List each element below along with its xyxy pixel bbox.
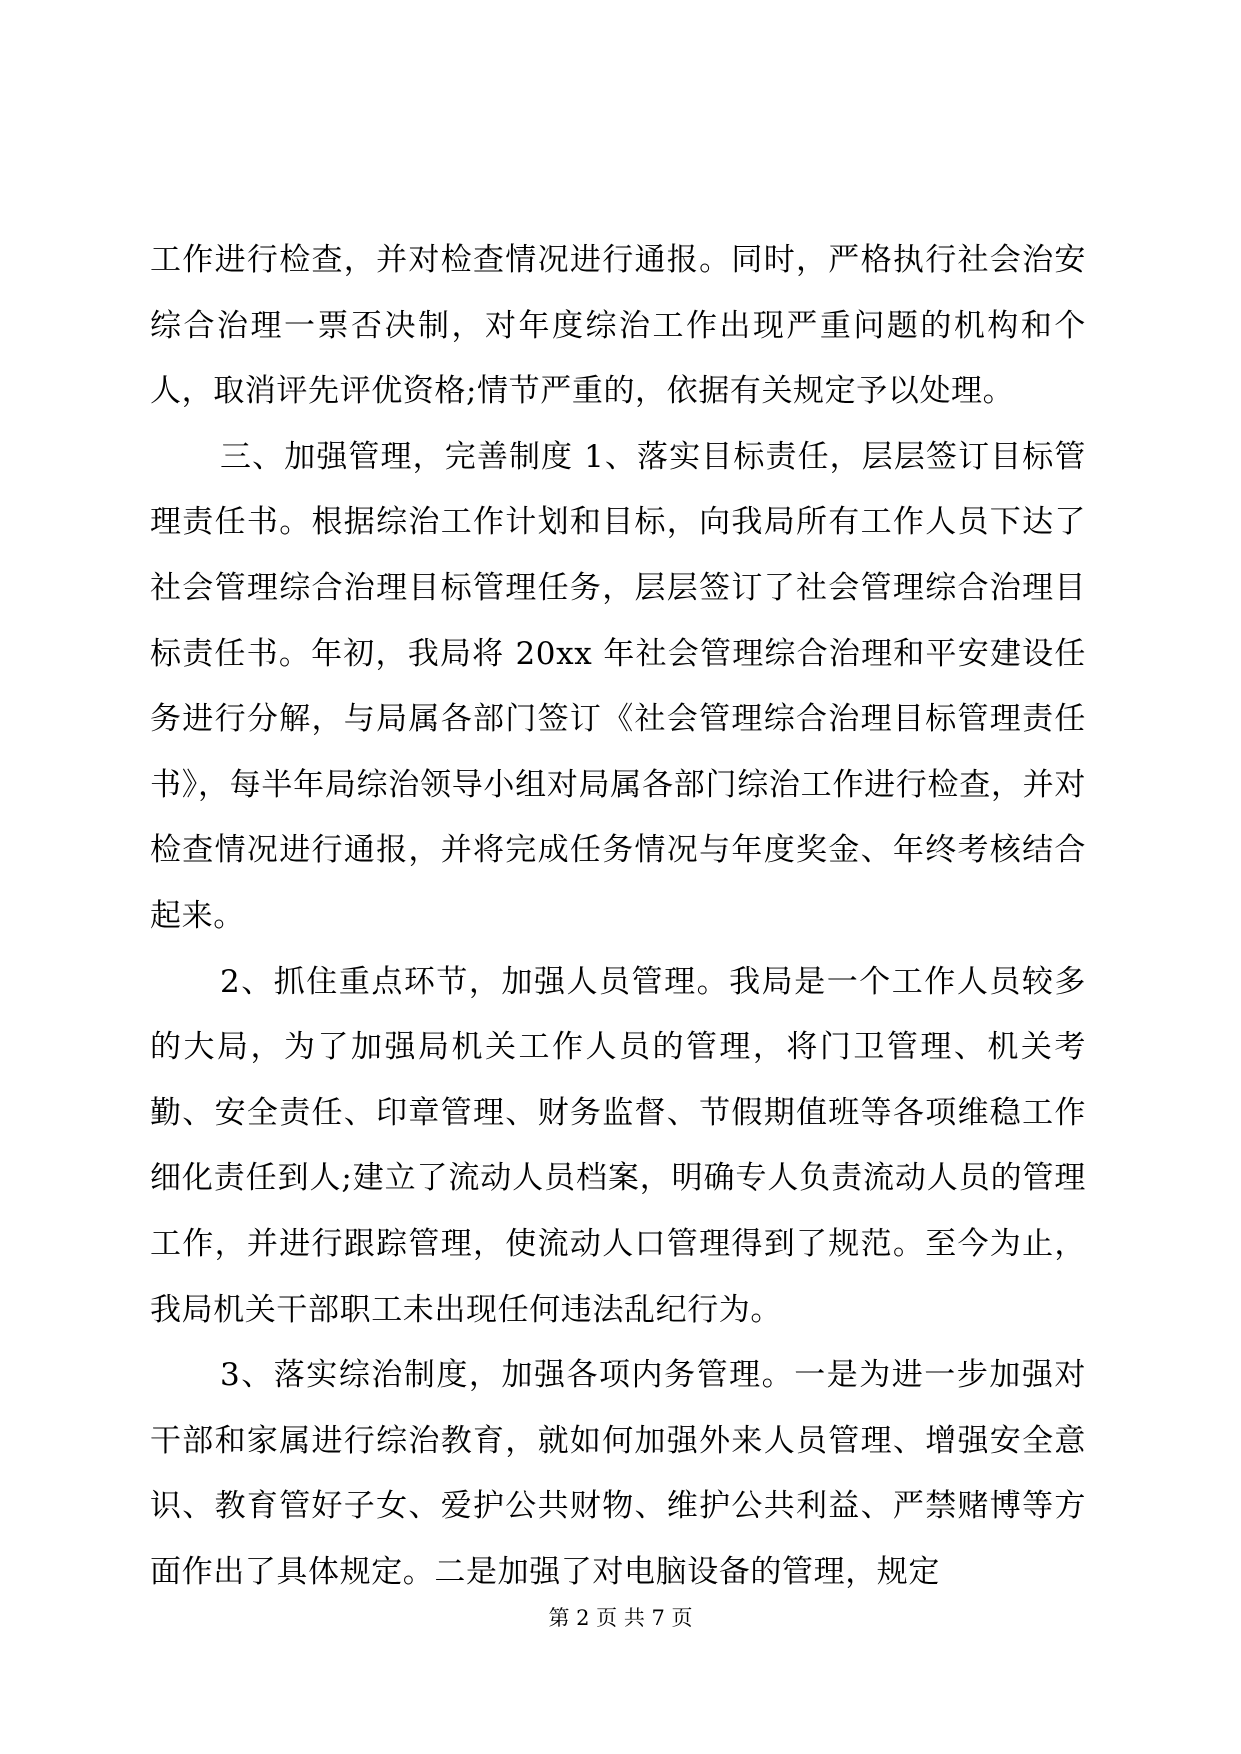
paragraph-1: 工作进行检查，并对检查情况进行通报。同时，严格执行社会治安综合治理一票否决制，对年度综治工作出现严重问题的机构和个人，取消评先评优资格;情节严重的，依据有关规定予以处理。 <box>150 242 1086 410</box>
paragraph-3: 2、抓住重点环节，加强人员管理。我局是一个工作人员较多的大局，为了加强局机关工作人员的管理，将门卫管理、机关考勤、安全责任、印章管理、财务监督、节假期值班等各项维稳工作细化责任到人;建立了流动人员档案，明确专人负责流动人员的管理工作，并进行跟踪管理，使流动人口管理得到了规范。至今为止，我局机关干部职工未出现任何违法乱纪行为。 <box>150 963 1086 1328</box>
paragraph-4: 3、落实综治制度，加强各项内务管理。一是为进一步加强对干部和家属进行综治教育，就如何加强外来人员管理、增强安全意识、教育管好子女、爱护公共财物、维护公共利益、严禁赌博等方面作出了具体规定。二是加强了对电脑设备的管理，规定 <box>150 1357 1086 1590</box>
page-number-footer: 第 2 页 共 7 页 <box>548 1606 693 1630</box>
paragraph-2: 三、加强管理，完善制度 1、落实目标责任，层层签订目标管理责任书。根据综治工作计划和目标，向我局所有工作人员下达了社会管理综合治理目标管理任务，层层签订了社会管理综合治理目标责任书。年初，我局将 20xx 年社会管理综合治理和平安建设任务进行分解，与局属各部门签订《社会管理综合治理目标管理责任书》，每半年局综治领导小组对局属各部门综治工作进行检查，并对检查情况进行通报，并将完成任务情况与年度奖金、年终考核结合起来。 <box>150 438 1086 934</box>
document-body <box>150 228 1086 1605</box>
